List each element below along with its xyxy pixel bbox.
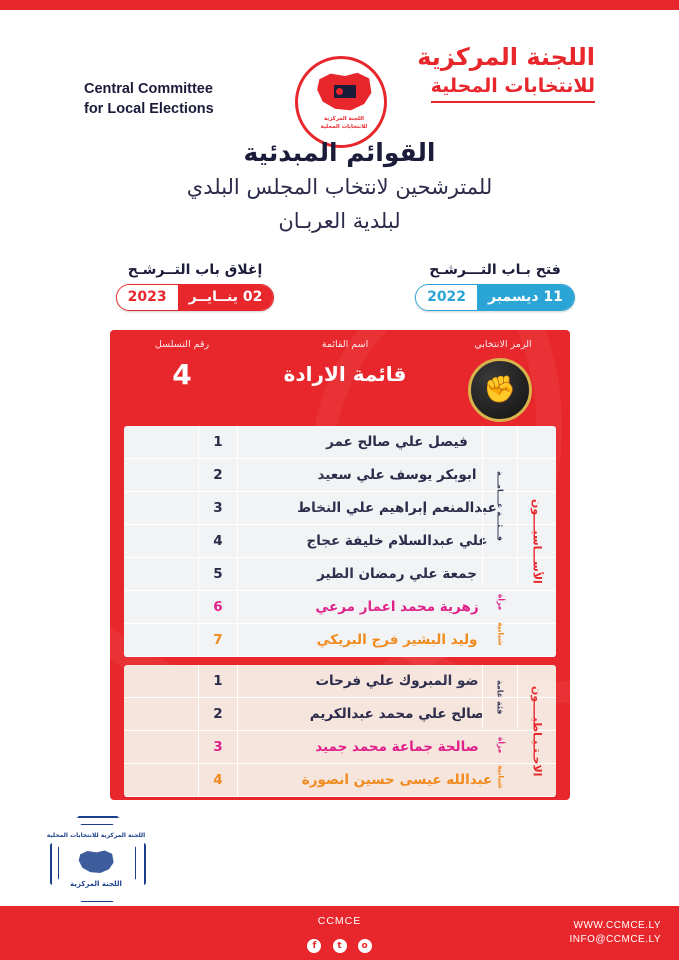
candidate-quota-cell <box>164 492 198 524</box>
instagram-icon[interactable]: o <box>358 939 372 953</box>
header-arabic-line1: اللجنة المركزية <box>417 43 595 71</box>
nomination-close-chip <box>116 284 275 311</box>
candidate-side-cell <box>124 665 164 697</box>
candidate-name: عبدالله عيسى حسين انصورة <box>301 772 493 788</box>
nomination-open-chip <box>415 284 575 311</box>
nomination-open-label: فتح بـاب التـــرشـح <box>429 262 561 278</box>
candidate-number: 4 <box>198 764 238 796</box>
table-row <box>124 525 556 558</box>
header-arabic-title <box>355 42 595 103</box>
column-label-sequence: رقم التسلسل <box>154 339 210 350</box>
candidate-side-cell <box>124 698 164 730</box>
header-english-title <box>84 79 284 119</box>
candidates-table <box>124 426 556 800</box>
raised-fist-icon <box>468 358 532 422</box>
candidate-number: 7 <box>198 624 238 656</box>
candidate-name: علي عبدالسلام خليفة عجاج <box>306 533 488 549</box>
table-row <box>124 492 556 525</box>
footer-brand: CCMCE <box>317 915 362 927</box>
card-header <box>110 330 570 422</box>
footer-email[interactable]: INFO@CCMCE.LY <box>569 934 661 945</box>
candidate-side-cell <box>124 624 164 656</box>
candidate-quota-cell <box>164 426 198 458</box>
raised-fist-glyph: ✊ <box>483 375 517 405</box>
table-row <box>124 426 556 459</box>
candidate-number: 2 <box>198 459 238 491</box>
header-english-line2: for Local Elections <box>84 101 214 117</box>
group-category-label: فئة عامة <box>482 665 518 729</box>
candidate-name: زهرية محمد اعمار مرعي <box>315 599 479 615</box>
top-red-bar <box>0 0 679 10</box>
nomination-open-monthday: 11 ديسمبر <box>477 285 574 310</box>
candidate-side-cell <box>124 591 164 623</box>
nomination-close-label: إغلاق باب التــرشـح <box>127 262 263 278</box>
candidate-quota-cell <box>164 665 198 697</box>
nomination-close-block <box>80 262 310 315</box>
candidate-number: 5 <box>198 558 238 590</box>
official-stamp <box>44 810 148 914</box>
candidate-name: فيصل علي صالح عمر <box>326 434 468 450</box>
stamp-bottom-text: اللجنة المركزية <box>70 880 122 888</box>
facebook-icon[interactable]: f <box>307 939 321 953</box>
candidate-list-card <box>110 330 570 800</box>
logo-caption <box>298 115 387 131</box>
candidate-quota-cell <box>164 525 198 557</box>
footer <box>0 906 679 960</box>
table-row <box>124 665 556 698</box>
candidate-quota-cell <box>164 731 198 763</box>
candidate-quota-cell <box>164 764 198 796</box>
candidate-side-cell <box>124 558 164 590</box>
nomination-open-year: 2022 <box>416 285 477 310</box>
candidate-quota-cell <box>164 698 198 730</box>
candidate-name: ابوبكر يوسف علي سعيد <box>317 467 477 483</box>
dates-row <box>0 262 679 324</box>
list-name-value: قائمة الارادة <box>283 362 407 386</box>
candidate-name: وليد البشير فرج البريكي <box>316 632 478 648</box>
candidate-quota-cell <box>164 591 198 623</box>
candidate-number: 2 <box>198 698 238 730</box>
table-row <box>124 591 556 624</box>
quota-label-youth: شبابية <box>496 765 506 789</box>
nomination-close-year: 2023 <box>117 285 178 310</box>
footer-website[interactable]: WWW.CCMCE.LY <box>573 920 661 931</box>
candidates-group-reserve <box>124 665 556 797</box>
candidate-side-cell <box>124 459 164 491</box>
candidate-number: 6 <box>198 591 238 623</box>
table-row <box>124 624 556 657</box>
candidate-number: 4 <box>198 525 238 557</box>
candidate-quota-cell <box>164 459 198 491</box>
candidates-group-principal <box>124 426 556 657</box>
footer-contact <box>570 919 661 947</box>
quota-label-female: مرأة <box>496 593 506 611</box>
logo-caption-line1: اللجنة المركزية <box>324 116 364 122</box>
candidate-number: 1 <box>198 426 238 458</box>
candidate-side-cell <box>124 426 164 458</box>
group-side-label-reserve: الاحـتـيـاطيــــون <box>530 685 544 777</box>
candidate-number: 1 <box>198 665 238 697</box>
sequence-number-value: 4 <box>172 358 192 391</box>
page-subtitle-2: لبلدية العربـان <box>278 209 401 233</box>
candidate-number: 3 <box>198 731 238 763</box>
page-title: القوائم المبدئية <box>243 138 436 167</box>
candidate-quota-cell <box>164 624 198 656</box>
page-title-block <box>0 136 679 238</box>
column-label-list-name: اسم القائمة <box>321 339 369 350</box>
ballot-box-icon <box>334 85 356 98</box>
table-row <box>124 558 556 591</box>
candidate-name: ضو المبروك علي فرحات <box>315 673 479 689</box>
candidate-quota-cell <box>164 558 198 590</box>
candidate-side-cell <box>124 492 164 524</box>
quota-label-female: مرأة <box>496 736 506 754</box>
nomination-open-block <box>380 262 610 315</box>
group-category-label: فـــئـــة عــــامـــة <box>482 426 518 586</box>
candidate-side-cell <box>124 731 164 763</box>
quota-label-youth: شبابية <box>496 622 506 646</box>
candidate-number: 3 <box>198 492 238 524</box>
candidate-name: صالحة جماعة محمد جميد <box>315 739 479 755</box>
header-arabic-line2: للانتخابات المحلية <box>431 73 595 103</box>
header <box>0 34 679 130</box>
stamp-top-text: اللجنة المركزية للانتخابات المحلية <box>46 832 146 839</box>
logo-caption-line2: للانتخابات المحلية <box>320 124 368 130</box>
candidate-name: جمعة علي رمضان الطير <box>317 566 477 582</box>
twitter-icon[interactable]: t <box>333 939 347 953</box>
candidate-name: عبدالمنعم إبراهيم علي النخاط <box>297 500 497 516</box>
table-row <box>124 459 556 492</box>
candidate-side-cell <box>124 764 164 796</box>
header-english-line1: Central Committee <box>84 81 213 97</box>
page-subtitle-1: للمترشحين لانتخاب المجلس البلدي <box>186 175 493 199</box>
group-side-label-principal: الأســـاسيــــون <box>530 499 544 584</box>
candidate-side-cell <box>124 525 164 557</box>
candidate-name: صالح علي محمد عبدالكريم <box>309 706 485 722</box>
column-label-symbol: الرمز الانتخابي <box>474 339 532 350</box>
nomination-close-monthday: 02 ينــايــر <box>178 285 274 310</box>
